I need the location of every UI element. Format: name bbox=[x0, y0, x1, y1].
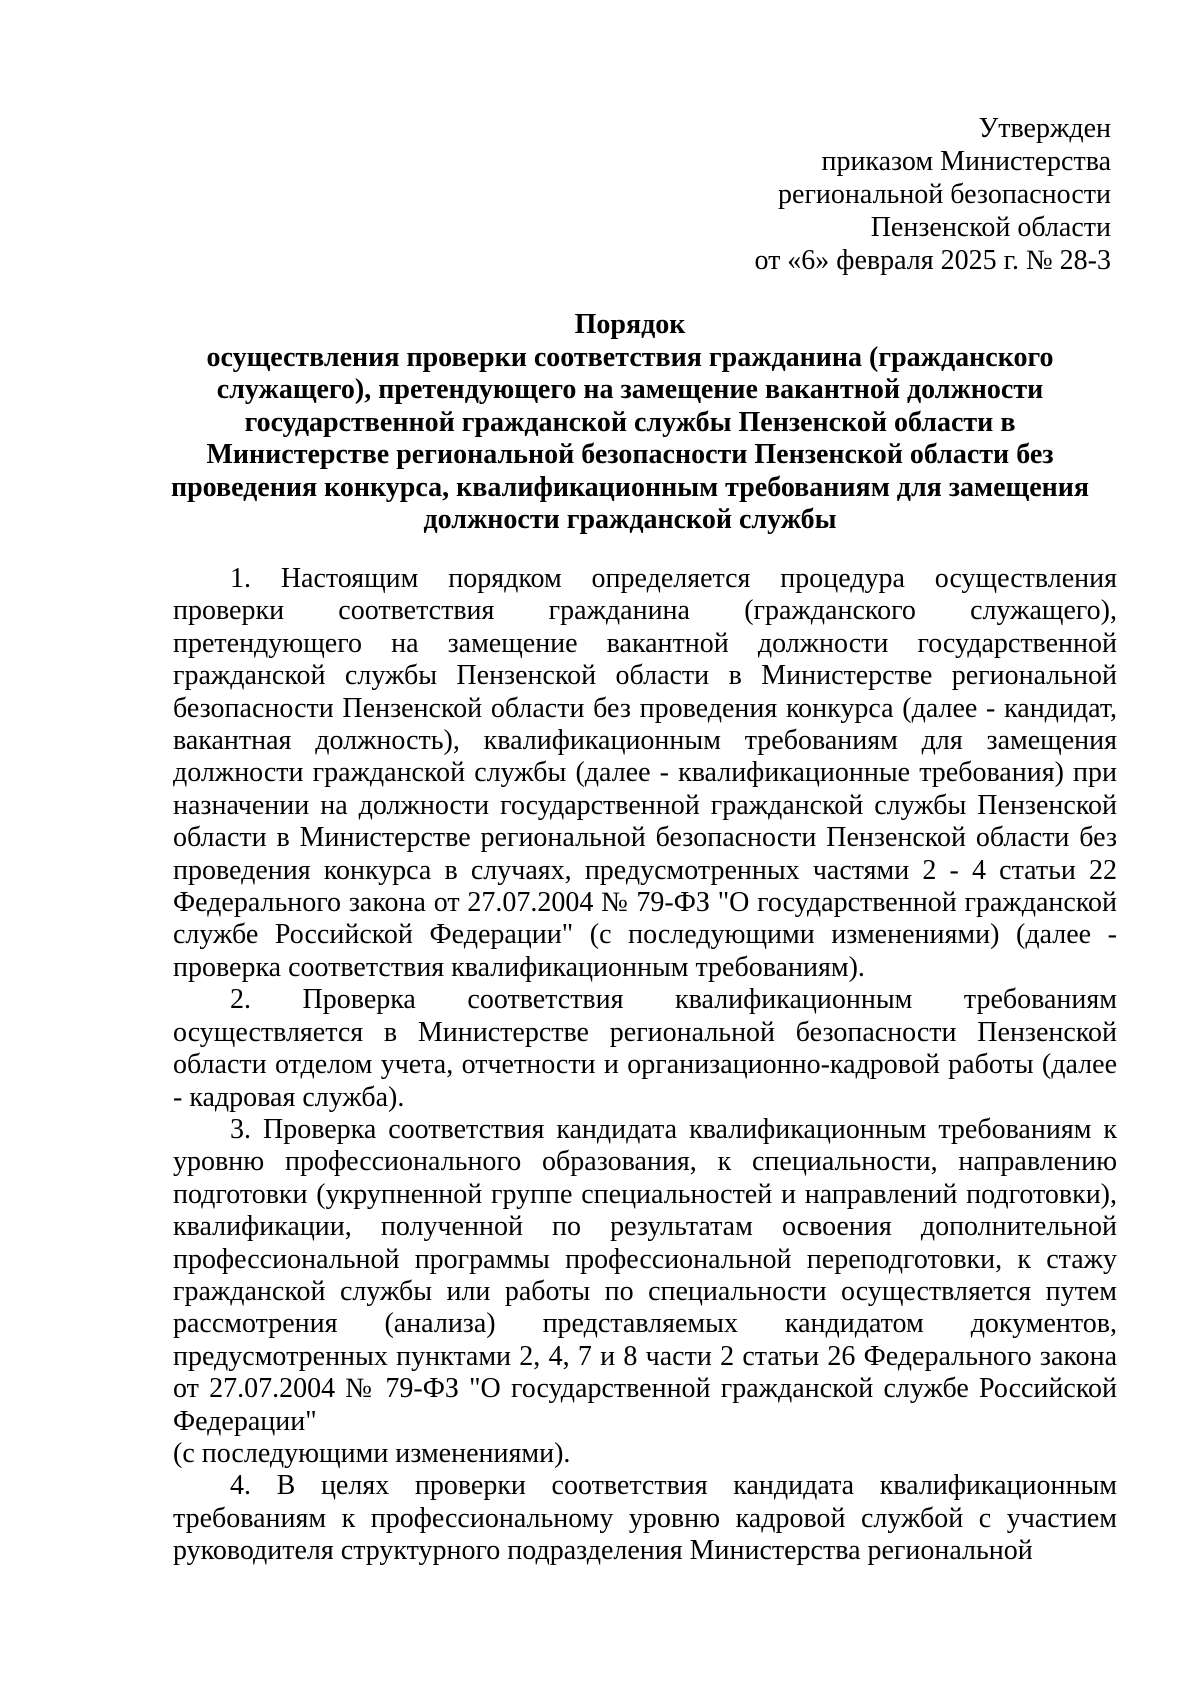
approval-line: Утвержден bbox=[978, 113, 1111, 144]
paragraph-2: 2. Проверка соответствия квалификационным требованиям осуществляется в Министерстве региональной безопасности Пензенской области отделом учета, отчетности и организационно-кадровой работы (далее - кадровая служба). bbox=[173, 984, 1117, 1113]
title-line: проведения конкурса, квалификационным требованиям для замещения bbox=[170, 471, 1090, 503]
approval-date-line: от «6» февраля 2025 г. № 28-3 bbox=[754, 245, 1111, 276]
paragraph-3-continuation: (с последующими изменениями). bbox=[173, 1437, 571, 1469]
document-body bbox=[173, 563, 1117, 1568]
approval-line: региональной безопасности bbox=[778, 179, 1111, 210]
title-line: осуществления проверки соответствия гражданина (гражданского bbox=[206, 341, 1054, 373]
approval-line: приказом Министерства bbox=[821, 146, 1111, 177]
title-line: государственной гражданской службы Пензенской области в bbox=[244, 406, 1016, 438]
paragraph-4: 4. В целях проверки соответствия кандидата квалификационным требованиям к профессиональному уровню кадровой службой с участием руководителя структурного подразделения Министерства региональной bbox=[173, 1470, 1117, 1567]
document-title bbox=[160, 309, 1100, 537]
title-line: должности гражданской службы bbox=[423, 504, 837, 535]
title-line: Министерстве региональной безопасности Пензенской области без bbox=[206, 439, 1054, 470]
title-line: служащего), претендующего на замещение вакантной должности bbox=[216, 374, 1044, 405]
paragraph-3: 3. Проверка соответствия кандидата квалификационным требованиям к уровню профессионального образования, к специальности, направлению подготовки (укрупненной группе специальностей и направлений подготовки), квалификации, полученной по результатам освоения дополнительной профессиональной программы профессиональной переподготовки, к стажу гражданской службы или работы по специальности осуществляется путем рассмотрения (анализа) представляемых кандидатом документов, предусмотренных пунктами 2, 4, 7 и 8 части 2 статьи 26 Федерального закона от 27.07.2004 № 79-ФЗ "О государственной гражданской службе Российской Федерации" bbox=[173, 1113, 1117, 1437]
title-heading: Порядок bbox=[574, 309, 686, 340]
paragraph-1: 1. Настоящим порядком определяется процедура осуществления проверки соответствия гражданина (гражданского служащего), претендующего на замещение вакантной должности государственной гражданской службы Пензенской области в Министерстве региональной безопасности Пензенской области без проведения конкурса (далее - кандидат, вакантная должность), квалификационным требованиям для замещения должности гражданской службы (далее - квалификационные требования) при назначении на должности государственной гражданской службы Пензенской области в Министерстве региональной безопасности Пензенской области без проведения конкурса в случаях, предусмотренных частями 2 - 4 статьи 22 Федерального закона от 27.07.2004 № 79-ФЗ "О государственной гражданской службе Российской Федерации" (с последующими изменениями) (далее - проверка соответствия квалификационным требованиям). bbox=[173, 563, 1117, 983]
approval-stamp-block bbox=[754, 112, 1111, 277]
approval-line: Пензенской области bbox=[870, 212, 1111, 243]
